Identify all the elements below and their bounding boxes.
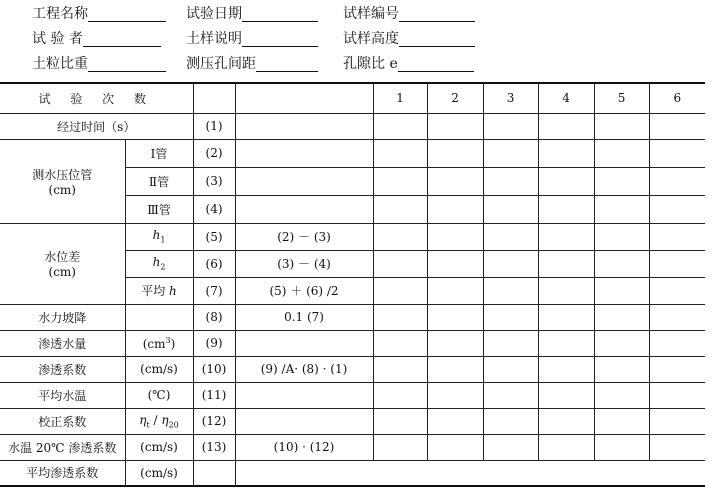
data-cell[interactable] (649, 304, 705, 330)
avg-h-label (125, 277, 193, 304)
data-cell[interactable] (538, 113, 594, 139)
data-cell[interactable] (594, 195, 649, 223)
data-cell[interactable] (538, 434, 594, 460)
elapsed-label: 经过时间（s） (0, 113, 193, 139)
table-row (0, 304, 705, 330)
cell (193, 83, 235, 113)
data-cell[interactable] (373, 356, 427, 382)
row-number: (13) (193, 434, 235, 460)
h1-label (125, 223, 193, 250)
data-cell[interactable] (649, 434, 705, 460)
data-cell[interactable] (483, 304, 538, 330)
row-number: (11) (193, 382, 235, 408)
data-cell[interactable] (538, 304, 594, 330)
formula-cell: 0.1 (7) (235, 304, 373, 330)
data-cell[interactable] (427, 330, 483, 356)
h1-symbol: h (152, 228, 161, 243)
data-cell[interactable] (649, 277, 705, 304)
temp-label: 平均水温 (0, 382, 125, 408)
formula-cell: (3) － (4) (235, 250, 373, 277)
data-cell[interactable] (483, 139, 538, 167)
sample-no-field[interactable] (399, 7, 475, 22)
header-row-1c (343, 6, 475, 22)
tap-spacing-label: 测压孔间距 (186, 56, 256, 72)
header-row-1b (186, 6, 318, 22)
coef20-label: 水温 20℃ 渗透系数 (0, 434, 125, 460)
trial-3-header: 3 (483, 83, 538, 113)
formula-cell (235, 330, 373, 356)
table-row (0, 460, 705, 486)
data-cell[interactable] (373, 304, 427, 330)
sample-height-label: 试样高度 (343, 31, 399, 47)
data-cell[interactable] (427, 382, 483, 408)
data-cell[interactable] (483, 195, 538, 223)
data-cell[interactable] (427, 356, 483, 382)
avg-h-symbol: h (169, 284, 177, 298)
table-row (0, 139, 705, 167)
table-row (0, 83, 705, 113)
data-cell[interactable] (649, 167, 705, 195)
formula-cell (235, 167, 373, 195)
void-ratio-label: 孔隙比 e (343, 56, 398, 72)
coefficient-label: 渗透系数 (0, 356, 125, 382)
formula-cell (235, 113, 373, 139)
data-cell[interactable] (483, 408, 538, 434)
tester-field[interactable] (83, 32, 161, 47)
data-cell[interactable] (483, 330, 538, 356)
row-number: (9) (193, 330, 235, 356)
eta-20-symbol: η (161, 412, 169, 427)
eta-slash: ∕ (149, 412, 162, 427)
formula-cell: (9) ∕A· (8) · (1) (235, 356, 373, 382)
data-cell[interactable] (373, 434, 427, 460)
data-cell[interactable] (483, 434, 538, 460)
data-cell[interactable] (538, 382, 594, 408)
row-number: (10) (193, 356, 235, 382)
data-cell[interactable] (427, 167, 483, 195)
head-diff-title: 水位差 (44, 250, 81, 264)
avg-coef-value[interactable] (235, 460, 705, 486)
specific-gravity-field[interactable] (88, 57, 166, 72)
row-number: (3) (193, 167, 235, 195)
data-cell[interactable] (649, 356, 705, 382)
data-cell[interactable] (649, 382, 705, 408)
project-name-field[interactable] (88, 7, 166, 22)
correction-unit (125, 408, 193, 434)
piezometer-unit: (cm) (48, 182, 76, 197)
eta-20-subscript: 20 (168, 420, 179, 430)
pipe-2-label: Ⅱ管 (125, 167, 193, 195)
data-cell[interactable] (538, 223, 594, 250)
row-number: (12) (193, 408, 235, 434)
trial-4-header: 4 (538, 83, 594, 113)
data-cell[interactable] (483, 382, 538, 408)
head-diff-label (0, 223, 125, 304)
permeability-test-table (0, 82, 705, 487)
header-row-3 (32, 56, 166, 72)
formula-cell: (2) － (3) (235, 223, 373, 250)
row-number: (7) (193, 277, 235, 304)
formula-cell (235, 408, 373, 434)
data-cell[interactable] (483, 113, 538, 139)
data-cell[interactable] (594, 304, 649, 330)
data-cell[interactable] (538, 330, 594, 356)
data-cell[interactable] (373, 277, 427, 304)
row-number: (5) (193, 223, 235, 250)
data-cell[interactable] (594, 356, 649, 382)
row-number: (2) (193, 139, 235, 167)
h2-subscript: 2 (160, 262, 166, 272)
avg-coef-unit: (cm∕s) (125, 460, 193, 486)
header-row-2c (343, 31, 475, 47)
sample-no-label: 试样编号 (343, 6, 399, 22)
trial-count-header: 试 验 次 数 (0, 83, 193, 113)
data-cell[interactable] (427, 434, 483, 460)
test-date-label: 试验日期 (186, 6, 242, 22)
trial-5-header: 5 (594, 83, 649, 113)
row-number: (1) (193, 113, 235, 139)
temp-unit: (℃) (125, 382, 193, 408)
data-cell[interactable] (538, 195, 594, 223)
data-cell[interactable] (538, 356, 594, 382)
data-cell[interactable] (594, 167, 649, 195)
table-row (0, 113, 705, 139)
pipe-3-label: Ⅲ管 (125, 195, 193, 223)
data-cell[interactable] (649, 408, 705, 434)
table-row (0, 434, 705, 460)
head-diff-unit: (cm) (48, 265, 76, 279)
project-name-label: 工程名称 (32, 6, 88, 22)
cell (235, 83, 373, 113)
correction-label: 校正系数 (0, 408, 125, 434)
data-cell[interactable] (594, 330, 649, 356)
data-cell[interactable] (649, 195, 705, 223)
table-row (0, 223, 705, 250)
eta-t-symbol: η (139, 412, 147, 427)
data-cell[interactable] (373, 382, 427, 408)
h2-label (125, 250, 193, 277)
seepage-unit-sup: 3 (165, 335, 171, 345)
data-cell[interactable] (483, 356, 538, 382)
row-number: (6) (193, 250, 235, 277)
data-cell[interactable] (427, 195, 483, 223)
table-row (0, 382, 705, 408)
data-cell[interactable] (427, 250, 483, 277)
data-cell[interactable] (649, 223, 705, 250)
specific-gravity-label: 土粒比重 (32, 56, 88, 72)
table-row (0, 330, 705, 356)
data-cell[interactable] (538, 408, 594, 434)
data-cell[interactable] (483, 223, 538, 250)
data-cell[interactable] (373, 330, 427, 356)
header-row-3c (343, 56, 474, 72)
void-ratio-field[interactable] (398, 57, 474, 72)
data-cell[interactable] (427, 139, 483, 167)
header-row-1 (32, 6, 166, 22)
data-cell[interactable] (427, 113, 483, 139)
avg-h-text: 平均 (141, 284, 170, 298)
data-cell[interactable] (649, 139, 705, 167)
seepage-unit-open: (cm (142, 336, 166, 351)
test-date-field[interactable] (242, 7, 318, 22)
data-cell[interactable] (594, 434, 649, 460)
data-cell[interactable] (427, 277, 483, 304)
data-cell[interactable] (483, 250, 538, 277)
pipe-1-label: Ⅰ管 (125, 139, 193, 167)
trial-2-header: 2 (427, 83, 483, 113)
data-cell[interactable] (594, 250, 649, 277)
data-cell[interactable] (538, 139, 594, 167)
piezometer-title: 测水压位管 (32, 167, 93, 182)
formula-cell (235, 382, 373, 408)
tap-spacing-field[interactable] (256, 57, 318, 72)
data-cell[interactable] (538, 250, 594, 277)
formula-cell: (10) · (12) (235, 434, 373, 460)
header-row-2 (32, 31, 161, 47)
eta-t-subscript: t (146, 420, 150, 430)
data-cell[interactable] (594, 113, 649, 139)
soil-desc-field[interactable] (242, 32, 318, 47)
h2-symbol: h (152, 255, 161, 270)
data-cell[interactable] (538, 277, 594, 304)
row-number: (8) (193, 304, 235, 330)
data-cell[interactable] (373, 113, 427, 139)
seepage-unit-close: ) (170, 336, 176, 351)
data-cell[interactable] (594, 223, 649, 250)
trial-6-header: 6 (649, 83, 705, 113)
data-cell[interactable] (594, 382, 649, 408)
soil-desc-label: 土样说明 (186, 31, 242, 47)
h1-subscript: 1 (160, 235, 166, 245)
row-number (193, 460, 235, 486)
data-cell[interactable] (373, 139, 427, 167)
sample-height-field[interactable] (399, 32, 475, 47)
tester-label: 试 验 者 (32, 31, 83, 47)
data-cell[interactable] (594, 408, 649, 434)
table-row (0, 408, 705, 434)
formula-cell: (5) ＋ (6) ∕2 (235, 277, 373, 304)
data-cell[interactable] (373, 195, 427, 223)
data-cell[interactable] (427, 408, 483, 434)
coefficient-unit: (cm∕s) (125, 356, 193, 382)
unit-cell (125, 304, 193, 330)
data-cell[interactable] (649, 330, 705, 356)
data-cell[interactable] (538, 167, 594, 195)
data-cell[interactable] (483, 167, 538, 195)
table-row (0, 356, 705, 382)
data-cell[interactable] (649, 113, 705, 139)
trial-1-header: 1 (373, 83, 427, 113)
data-cell[interactable] (594, 277, 649, 304)
coef20-unit: (cm∕s) (125, 434, 193, 460)
header-row-3b (186, 56, 318, 72)
formula-cell (235, 139, 373, 167)
data-cell[interactable] (427, 223, 483, 250)
seepage-unit (125, 330, 193, 356)
data-cell[interactable] (427, 304, 483, 330)
data-cell[interactable] (594, 139, 649, 167)
header-row-2b (186, 31, 318, 47)
data-cell[interactable] (373, 408, 427, 434)
data-cell[interactable] (373, 167, 427, 195)
data-cell[interactable] (373, 223, 427, 250)
avg-coef-label: 平均渗透系数 (0, 460, 125, 486)
row-number: (4) (193, 195, 235, 223)
data-cell[interactable] (373, 250, 427, 277)
data-cell[interactable] (649, 250, 705, 277)
seepage-label: 渗透水量 (0, 330, 125, 356)
piezometer-label (0, 139, 125, 223)
formula-cell (235, 195, 373, 223)
gradient-label: 水力坡降 (0, 304, 125, 330)
data-cell[interactable] (483, 277, 538, 304)
